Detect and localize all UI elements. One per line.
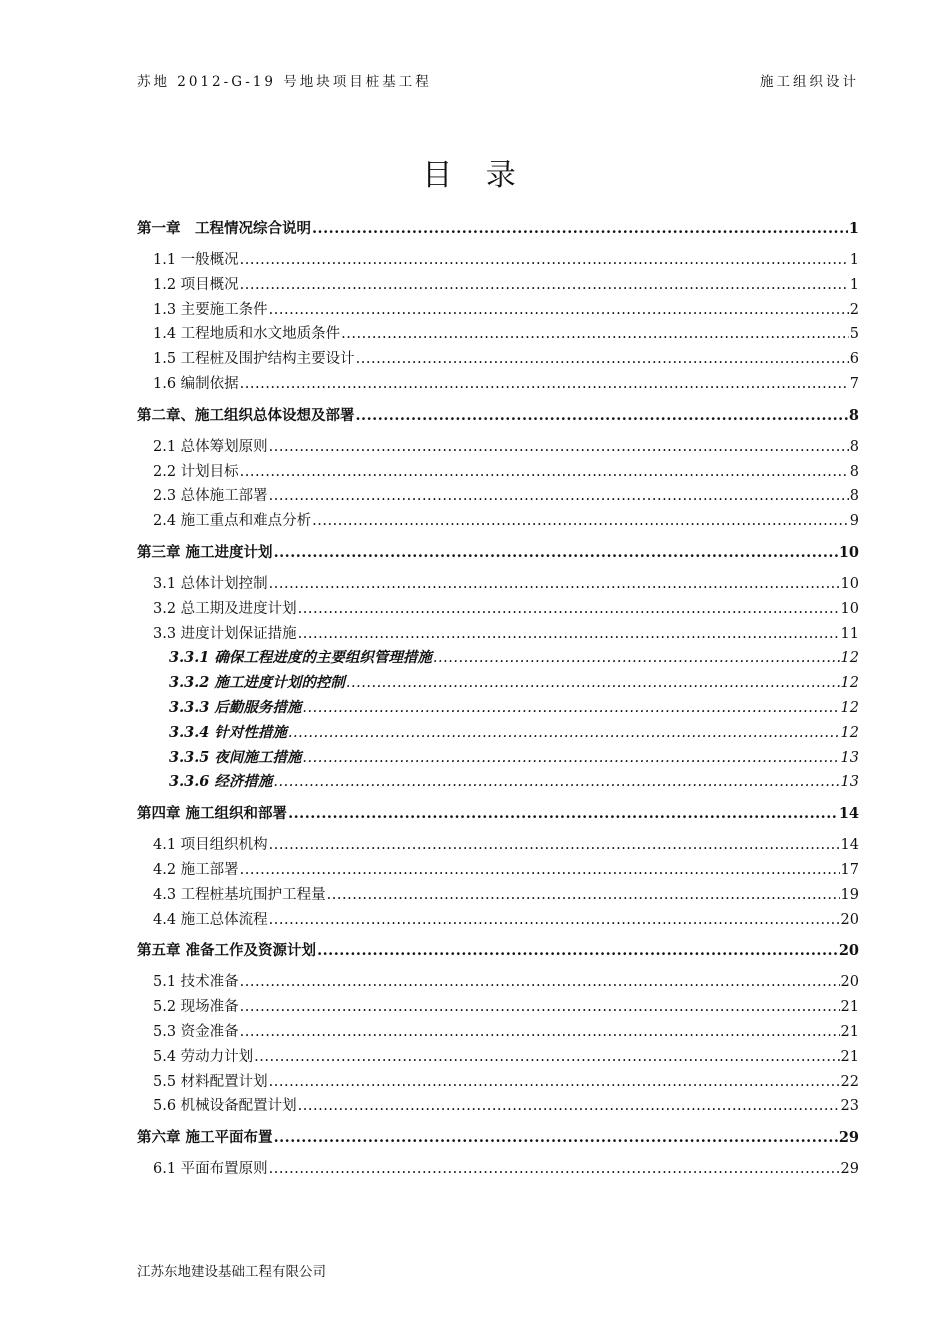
toc-subsection-entry[interactable] (137, 770, 859, 795)
toc-subsection-entry[interactable] (137, 671, 859, 696)
toc-entry-label: 5.1 技术准备 (153, 974, 239, 991)
toc-section-entry[interactable] (137, 273, 859, 298)
toc-dot-leader (240, 858, 840, 883)
toc-section-entry[interactable] (137, 1020, 859, 1045)
toc-page-number: 6 (849, 351, 859, 368)
toc-entry-label: 2.4 施工重点和难点分析 (153, 513, 312, 530)
toc-page-number: 14 (840, 837, 859, 854)
toc-entry-label: 4.3 工程桩基坑围护工程量 (153, 886, 326, 903)
toc-section-entry[interactable] (137, 970, 859, 995)
toc-dot-leader (312, 218, 848, 240)
toc-section-entry[interactable] (137, 1094, 859, 1119)
page-header (137, 70, 859, 90)
toc-chapter-entry[interactable] (137, 218, 859, 240)
toc-dot-leader (274, 542, 838, 564)
toc-entry-label: 5.5 材料配置计划 (153, 1073, 268, 1090)
toc-dot-leader (269, 298, 849, 323)
toc-page-number: 13 (840, 749, 859, 766)
toc-page-number: 20 (840, 974, 859, 991)
toc-entry-label: 4.2 施工部署 (153, 861, 239, 878)
toc-dot-leader (254, 1045, 839, 1070)
toc-dot-leader (269, 1157, 840, 1182)
toc-section-entry[interactable] (137, 833, 859, 858)
toc-section-entry[interactable] (137, 435, 859, 460)
toc-page-number: 2 (849, 301, 859, 318)
toc-page-number: 17 (840, 861, 859, 878)
toc-entry-label: 第五章 准备工作及资源计划 (137, 942, 317, 960)
toc-dot-leader (327, 883, 840, 908)
toc-section-entry[interactable] (137, 372, 859, 397)
toc-section-entry[interactable] (137, 1045, 859, 1070)
toc-dot-leader (317, 940, 838, 962)
toc-section-entry[interactable] (137, 883, 859, 908)
header-document-type: 施工组织设计 (760, 74, 859, 90)
toc-page-number: 21 (840, 1048, 859, 1065)
toc-subsection-entry[interactable] (137, 721, 859, 746)
toc-dot-leader (240, 372, 849, 397)
toc-dot-leader (341, 322, 849, 347)
toc-page-number: 20 (838, 942, 859, 960)
toc-entry-label: 4.1 项目组织机构 (153, 837, 268, 854)
toc-entry-label: 3.3.2 施工进度计划的控制 (169, 674, 345, 692)
toc-page-number: 10 (840, 575, 859, 592)
toc-dot-leader (298, 597, 840, 622)
toc-chapter-entry[interactable] (137, 1127, 859, 1149)
toc-section-entry[interactable] (137, 460, 859, 485)
toc-page-number: 12 (840, 650, 859, 667)
toc-page-number: 22 (840, 1073, 859, 1090)
toc-entry-label: 1.6 编制依据 (153, 375, 239, 392)
header-project-name: 苏地 2012-G-19 号地块项目桩基工程 (137, 74, 432, 90)
toc-entry-label: 5.4 劳动力计划 (153, 1048, 254, 1065)
toc-subsection-entry[interactable] (137, 646, 859, 671)
toc-page-number: 10 (838, 543, 859, 561)
toc-entry-label: 1.2 项目概况 (153, 276, 239, 293)
toc-page-number: 8 (848, 406, 859, 424)
toc-chapter-entry[interactable] (137, 803, 859, 825)
toc-section-entry[interactable] (137, 572, 859, 597)
toc-entry-label: 5.6 机械设备配置计划 (153, 1098, 297, 1115)
toc-entry-label: 第三章 施工进度计划 (137, 543, 273, 561)
toc-section-entry[interactable] (137, 322, 859, 347)
toc-page-number: 5 (849, 326, 859, 343)
toc-page-number: 13 (840, 774, 859, 791)
toc-page-number: 21 (840, 1023, 859, 1040)
toc-entry-label: 3.3.3 后勤服务措施 (169, 698, 302, 716)
toc-chapter-entry[interactable] (137, 940, 859, 962)
toc-dot-leader (240, 273, 849, 298)
toc-entry-label: 3.3.1 确保工程进度的主要组织管理措施 (169, 649, 432, 667)
toc-subsection-entry[interactable] (137, 746, 859, 771)
toc-entry-label: 1.5 工程桩及围护结构主要设计 (153, 351, 355, 368)
toc-dot-leader (240, 970, 840, 995)
toc-section-entry[interactable] (137, 509, 859, 534)
toc-dot-leader (240, 460, 849, 485)
toc-dot-leader (298, 1094, 840, 1119)
toc-dot-leader (240, 248, 849, 273)
toc-dot-leader (269, 908, 840, 933)
toc-page-number: 1 (849, 276, 859, 293)
toc-page-number: 1 (848, 220, 859, 237)
toc-dot-leader (302, 746, 839, 771)
toc-dot-leader (433, 646, 840, 671)
toc-page-number: 23 (840, 1098, 859, 1115)
toc-page-number: 14 (838, 805, 859, 823)
toc-section-entry[interactable] (137, 597, 859, 622)
toc-section-entry[interactable] (137, 908, 859, 933)
toc-page-number: 8 (849, 463, 859, 480)
toc-section-entry[interactable] (137, 298, 859, 323)
toc-dot-leader (298, 622, 840, 647)
toc-dot-leader (356, 347, 849, 372)
toc-section-entry[interactable] (137, 1070, 859, 1095)
toc-chapter-entry[interactable] (137, 542, 859, 564)
toc-dot-leader (269, 1070, 840, 1095)
toc-dot-leader (274, 1127, 838, 1149)
table-of-contents (137, 218, 859, 1182)
toc-dot-leader (288, 803, 838, 825)
toc-entry-label: 1.4 工程地质和水文地质条件 (153, 326, 341, 343)
toc-entry-label: 第一章 工程情况综合说明 (137, 220, 311, 237)
toc-entry-label: 3.1 总体计划控制 (153, 575, 268, 592)
toc-entry-label: 3.3.5 夜间施工措施 (169, 748, 302, 766)
toc-section-entry[interactable] (137, 484, 859, 509)
toc-entry-label: 第四章 施工组织和部署 (137, 805, 288, 823)
toc-entry-label: 第六章 施工平面布置 (137, 1129, 273, 1147)
toc-entry-label: 2.3 总体施工部署 (153, 488, 268, 505)
toc-dot-leader (302, 696, 839, 721)
toc-dot-leader (269, 572, 840, 597)
toc-page-number: 19 (840, 886, 859, 903)
toc-section-entry[interactable] (137, 248, 859, 273)
toc-page-number: 8 (849, 488, 859, 505)
toc-page-number: 12 (840, 675, 859, 692)
toc-entry-label: 3.3.6 经济措施 (169, 773, 273, 791)
toc-dot-leader (269, 484, 849, 509)
toc-entry-label: 3.2 总工期及进度计划 (153, 600, 297, 617)
toc-section-entry[interactable] (137, 622, 859, 647)
toc-subsection-entry[interactable] (137, 696, 859, 721)
toc-page-number: 21 (840, 999, 859, 1016)
toc-entry-label: 5.3 资金准备 (153, 1023, 239, 1040)
toc-dot-leader (269, 833, 840, 858)
toc-entry-label: 2.2 计划目标 (153, 463, 239, 480)
toc-section-entry[interactable] (137, 1157, 859, 1182)
toc-section-entry[interactable] (137, 347, 859, 372)
toc-page-number: 12 (840, 724, 859, 741)
toc-page-number: 7 (849, 375, 859, 392)
toc-section-entry[interactable] (137, 858, 859, 883)
toc-entry-label: 5.2 现场准备 (153, 999, 239, 1016)
toc-dot-leader (346, 671, 840, 696)
toc-entry-label: 1.3 主要施工条件 (153, 301, 268, 318)
toc-chapter-entry[interactable] (137, 405, 859, 427)
toc-entry-label: 2.1 总体筹划原则 (153, 438, 268, 455)
toc-dot-leader (269, 435, 849, 460)
toc-page-number: 29 (838, 1129, 859, 1147)
toc-page-number: 12 (840, 699, 859, 716)
toc-page-number: 8 (849, 438, 859, 455)
toc-entry-label: 3.3 进度计划保证措施 (153, 625, 297, 642)
toc-dot-leader (356, 405, 848, 427)
toc-dot-leader (288, 721, 840, 746)
toc-page-number: 9 (849, 513, 859, 530)
toc-entry-label: 4.4 施工总体流程 (153, 911, 268, 928)
toc-dot-leader (240, 995, 840, 1020)
toc-entry-label: 第二章、施工组织总体设想及部署 (137, 406, 355, 424)
toc-section-entry[interactable] (137, 995, 859, 1020)
toc-page-number: 10 (840, 600, 859, 617)
toc-page-number: 20 (840, 911, 859, 928)
toc-entry-label: 1.1 一般概况 (153, 252, 239, 268)
toc-entry-label: 6.1 平面布置原则 (153, 1161, 268, 1178)
page-title: 目 录 (422, 158, 528, 193)
toc-page-number: 29 (840, 1161, 859, 1178)
toc-page-number: 1 (849, 252, 859, 268)
page-footer: 江苏东地建设基础工程有限公司 (137, 1264, 326, 1280)
toc-dot-leader (240, 1020, 840, 1045)
toc-page-number: 11 (840, 625, 859, 642)
toc-dot-leader (273, 770, 839, 795)
toc-entry-label: 3.3.4 针对性措施 (169, 723, 287, 741)
toc-dot-leader (312, 509, 849, 534)
